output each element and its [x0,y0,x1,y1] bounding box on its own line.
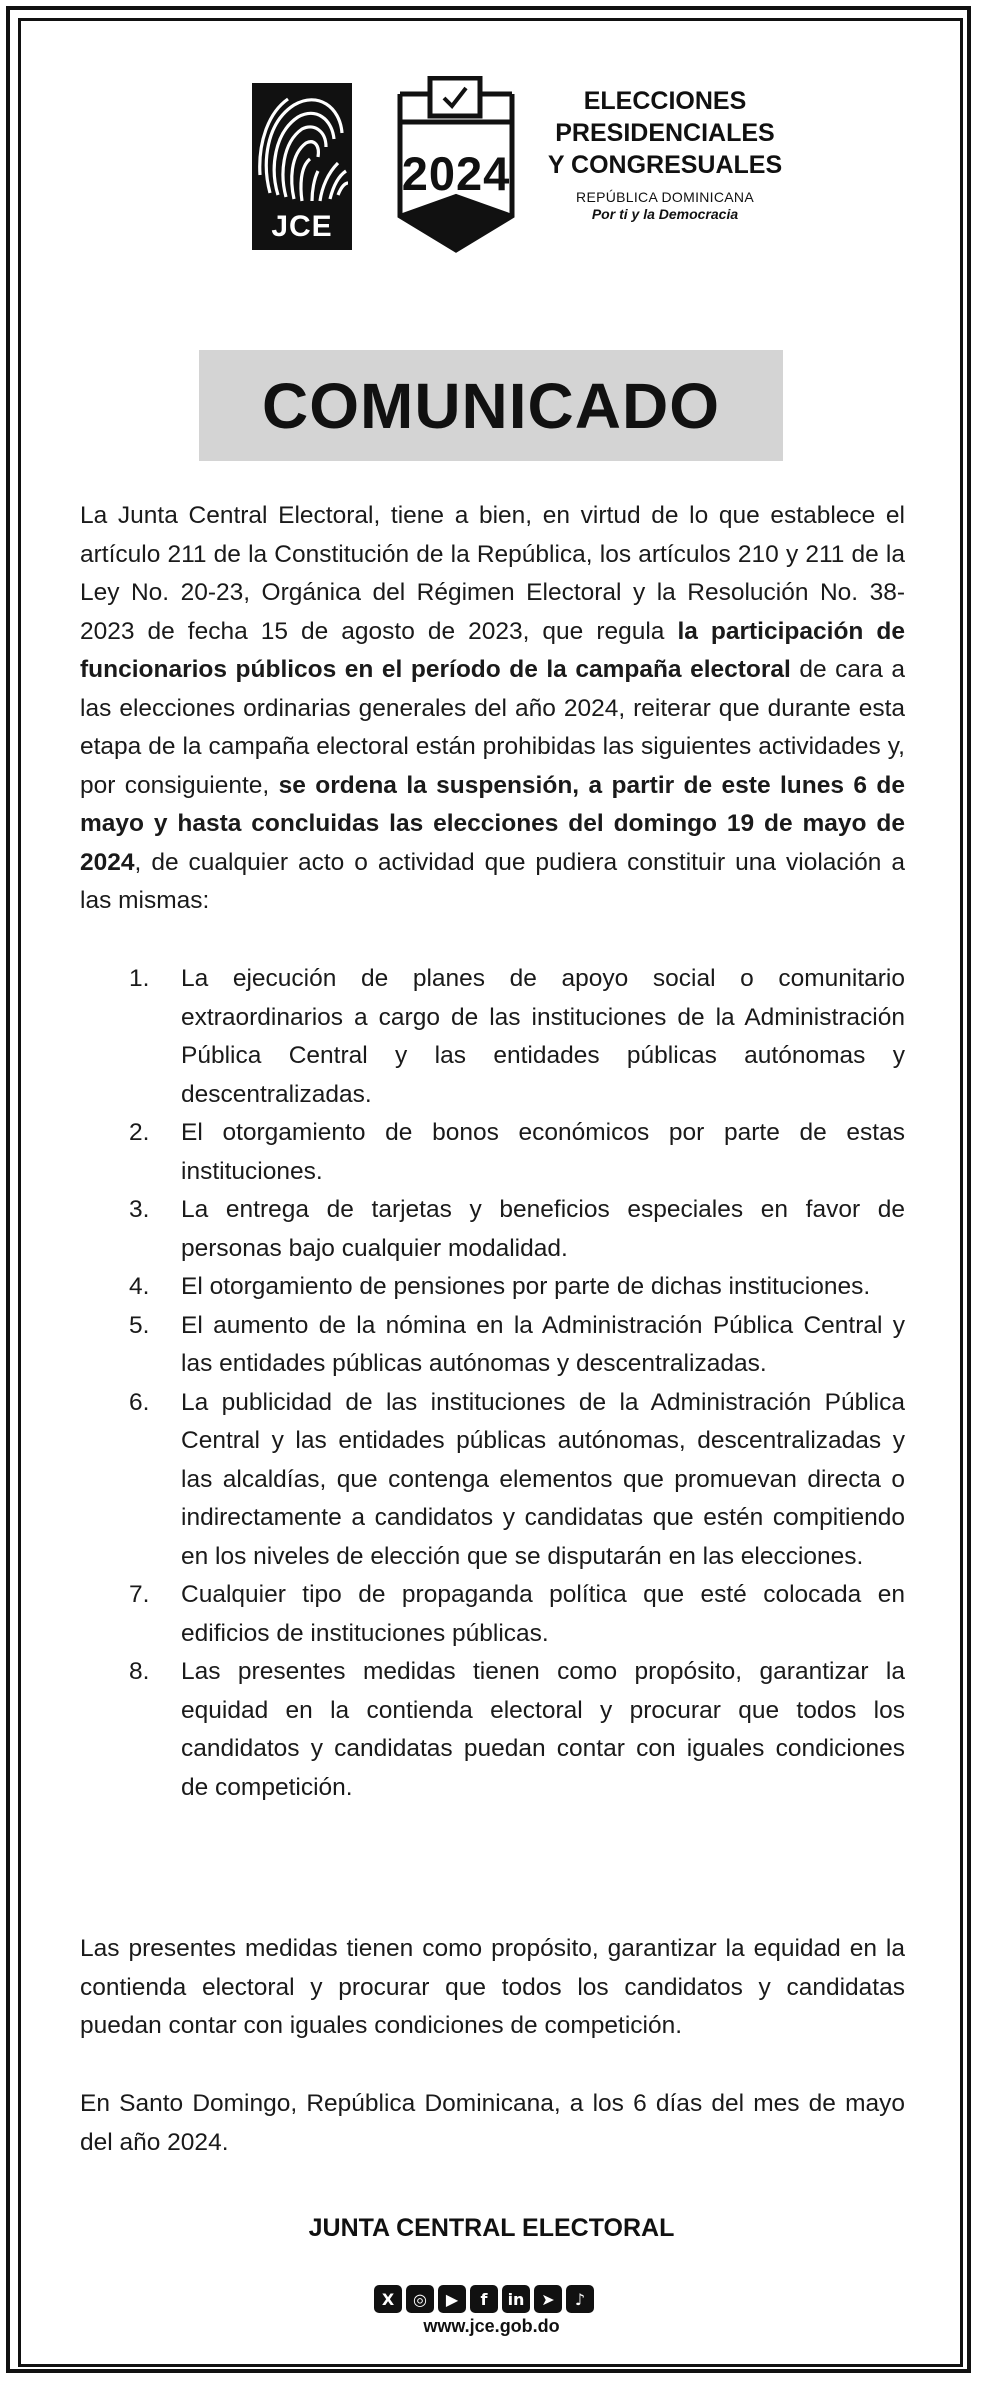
telegram-icon[interactable]: ➤ [534,2285,562,2313]
website-link[interactable]: www.jce.gob.do [423,2316,560,2336]
list-item-number: 5. [129,1311,150,1339]
linkedin-icon[interactable]: in [502,2285,530,2313]
intro-text-1: La Junta Central Electoral, tiene a bien, en virtud de lo que establece el artículo 211 de la Constitución de la República, los artículos 210 y 211 de la Ley No. 20-23, Orgánica del Régimen Electoral y la Resolución No. 38-2023 de fecha 15 de agosto de 2023, que regula [80,502,905,645]
tiktok-icon[interactable]: ♪ [566,2285,594,2313]
intro-bold-2: se ordena la suspensión, a partir de este lunes 6 de mayo y hasta concluidas las elecciones del domingo 19 de mayo de 2024 [80,771,905,876]
list-item-text: Cualquier tipo de propaganda política que esté colocada en edificios de instituciones públicas. [181,1581,905,1647]
prohibited-activities-list [80,960,905,1807]
social-icons [374,2285,594,2313]
elections-header [540,85,790,222]
list-item [80,1653,905,1807]
instagram-icon[interactable]: ◎ [406,2285,434,2313]
intro-text-2: de cara a las elecciones ordinarias generales del año 2024, reiterar que durante esta etapa de la campaña electoral están prohibidas las siguientes actividades y, por consiguiente, [80,656,905,799]
list-item [80,960,905,1114]
ballot-box-logo [394,76,518,254]
page-title: COMUNICADO [262,369,720,442]
facebook-icon[interactable]: f [470,2285,498,2313]
list-item [80,1191,905,1268]
list-item [80,1114,905,1191]
list-item [80,1307,905,1384]
list-item-text: Las presentes medidas tienen como propósito, garantizar la equidad en la contienda electoral y procurar que todos los candidatos y candidatas puedan contar con iguales condiciones de competición. [181,1658,905,1801]
list-item-text: La entrega de tarjetas y beneficios especiales en favor de personas bajo cualquier modalidad. [181,1196,905,1262]
slogan: Por ti y la Democracia [591,206,739,222]
list-item-text: La ejecución de planes de apoyo social o comunitario extraordinarios a cargo de las instituciones de la Administración Pública Central y las entidades públicas autónomas y descentralizadas. [181,965,905,1108]
list-item [80,1268,905,1307]
list-item-text: El aumento de la nómina en la Administración Pública Central y las entidades públicas autónomas y descentralizadas. [181,1311,905,1377]
intro-paragraph [80,497,905,921]
signature: JUNTA CENTRAL ELECTORAL [308,2214,675,2242]
elections-line-2: PRESIDENCIALES [555,119,775,147]
list-item-number: 7. [129,1581,150,1608]
intro-text-3: , de cualquier acto o actividad que pudiera constituir una violación a las mismas: [80,848,905,914]
list-item [80,1576,905,1653]
intro-bold-1: la participación de funcionarios públicos en el período de la campaña electoral [80,617,905,683]
jce-logo [252,83,352,250]
date-paragraph: En Santo Domingo, República Dominicana, a los 6 días del mes de mayo del año 2024. [80,2090,905,2156]
list-item-number: 3. [129,1196,150,1223]
list-item-number: 8. [129,1658,150,1685]
list-item-number: 6. [129,1388,150,1416]
year-label: 2024 [401,147,511,200]
x-icon[interactable]: X [374,2285,402,2313]
country-label: REPÚBLICA DOMINICANA [576,189,754,205]
elections-line-3: Y CONGRESUALES [547,151,783,179]
title-banner [199,350,783,461]
list-item-number: 2. [129,1119,150,1146]
list-item-number: 1. [129,965,150,992]
purpose-paragraph: Las presentes medidas tienen como propósito, garantizar la equidad en la contienda electoral y procurar que todos los candidatos y candidatas puedan contar con iguales condiciones de competición. [80,1935,905,2039]
list-item-text: El otorgamiento de bonos económicos por parte de estas instituciones. [181,1119,905,1185]
jce-logo-text: JCE [271,210,333,243]
list-item [80,1384,905,1577]
youtube-icon[interactable]: ▶ [438,2285,466,2313]
list-item-text: La publicidad de las instituciones de la Administración Pública Central y las entidades públicas autónomas, descentralizadas y las alcaldías, que contenga elementos que promuevan directa o indirectamente a candidatos y candidatas que estén compitiendo en los niveles de elección que se disputarán en las elecciones. [181,1388,905,1570]
list-item-text: El otorgamiento de pensiones por parte de dichas instituciones. [181,1273,871,1300]
elections-line-1: ELECCIONES [583,87,747,115]
list-item-number: 4. [129,1273,150,1300]
